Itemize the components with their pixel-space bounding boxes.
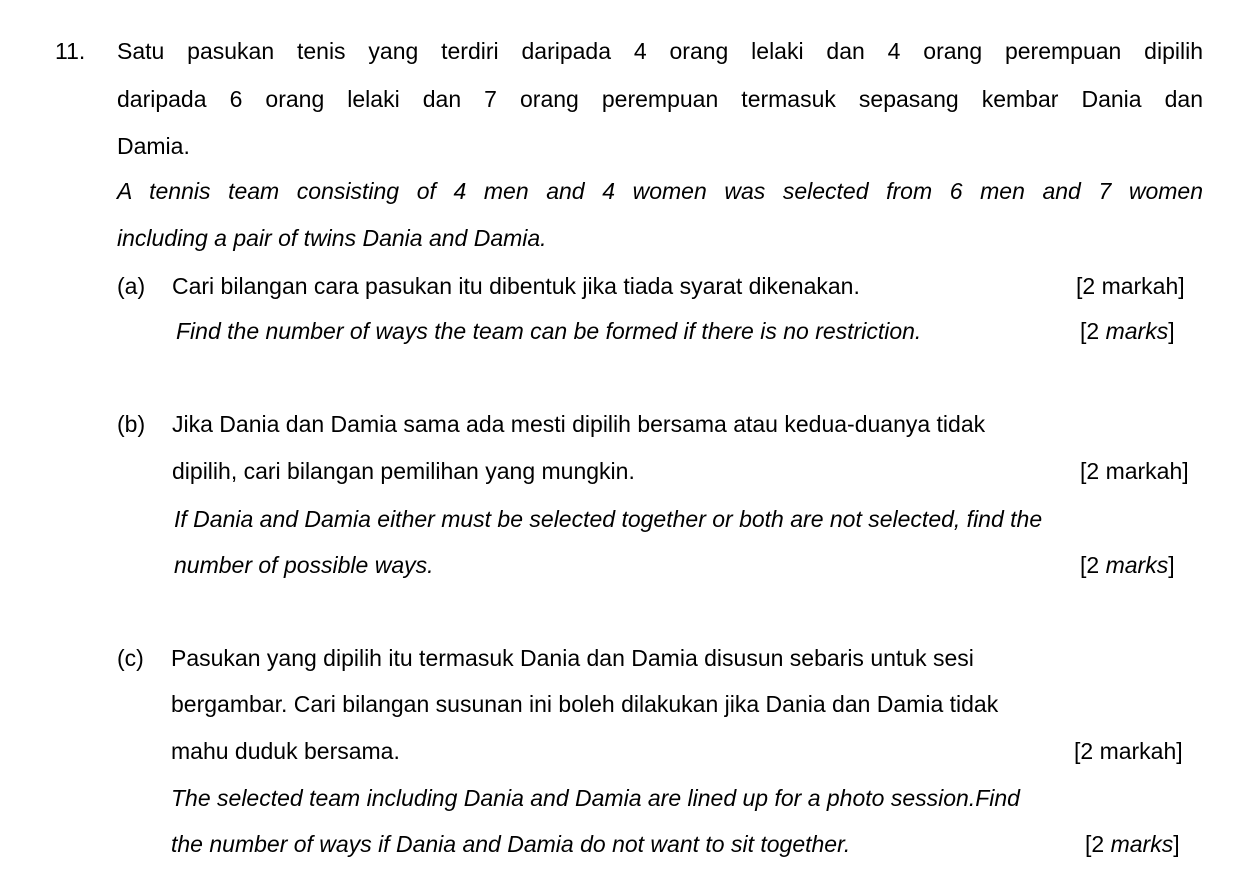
part-b-label: (b) — [117, 411, 146, 437]
part-a-english-marks: [2 marks] — [1080, 318, 1175, 344]
part-c-english-line-2: the number of ways if Dania and Damia do not want to sit together. — [171, 831, 851, 857]
part-c-malay-line-3: mahu duduk bersama. — [171, 738, 400, 764]
part-b-english-marks: [2 marks] — [1080, 552, 1175, 578]
part-b-malay-line-2: dipilih, cari bilangan pemilihan yang mungkin. — [172, 458, 635, 484]
stem-english-line-1: A tennis team consisting of 4 men and 4 women was selected from 6 men and 7 women — [117, 178, 1203, 204]
part-c-english-line-1: The selected team including Dania and Damia are lined up for a photo session.Find — [171, 785, 1020, 811]
part-a-english-line-1: Find the number of ways the team can be formed if there is no restriction. — [176, 318, 922, 344]
stem-malay-line-2: daripada 6 orang lelaki dan 7 orang perempuan termasuk sepasang kembar Dania dan — [117, 86, 1203, 112]
part-b-malay-line-1: Jika Dania dan Damia sama ada mesti dipilih bersama atau kedua-duanya tidak — [172, 411, 986, 437]
part-c-label: (c) — [117, 645, 144, 671]
part-a-malay-line-1: Cari bilangan cara pasukan itu dibentuk jika tiada syarat dikenakan. — [172, 273, 860, 299]
part-b-english-line-1: If Dania and Damia either must be selected together or both are not selected, find the — [174, 506, 1043, 532]
stem-english-line-2: including a pair of twins Dania and Damia. — [117, 225, 547, 251]
part-c-malay-marks: [2 markah] — [1074, 738, 1183, 764]
part-c-english-marks: [2 marks] — [1085, 831, 1180, 857]
part-b-english-line-2: number of possible ways. — [174, 552, 434, 578]
stem-malay-line-3: Damia. — [117, 133, 190, 159]
part-b-malay-marks: [2 markah] — [1080, 458, 1189, 484]
stem-malay-line-1: Satu pasukan tenis yang terdiri daripada 4 orang lelaki dan 4 orang perempuan dipilih — [117, 38, 1203, 64]
question-number: 11. — [55, 38, 86, 64]
part-a-malay-marks: [2 markah] — [1076, 273, 1185, 299]
part-c-malay-line-2: bergambar. Cari bilangan susunan ini boleh dilakukan jika Dania dan Damia tidak — [171, 691, 999, 717]
part-a-label: (a) — [117, 273, 146, 299]
part-c-malay-line-1: Pasukan yang dipilih itu termasuk Dania dan Damia disusun sebaris untuk sesi — [171, 645, 974, 671]
